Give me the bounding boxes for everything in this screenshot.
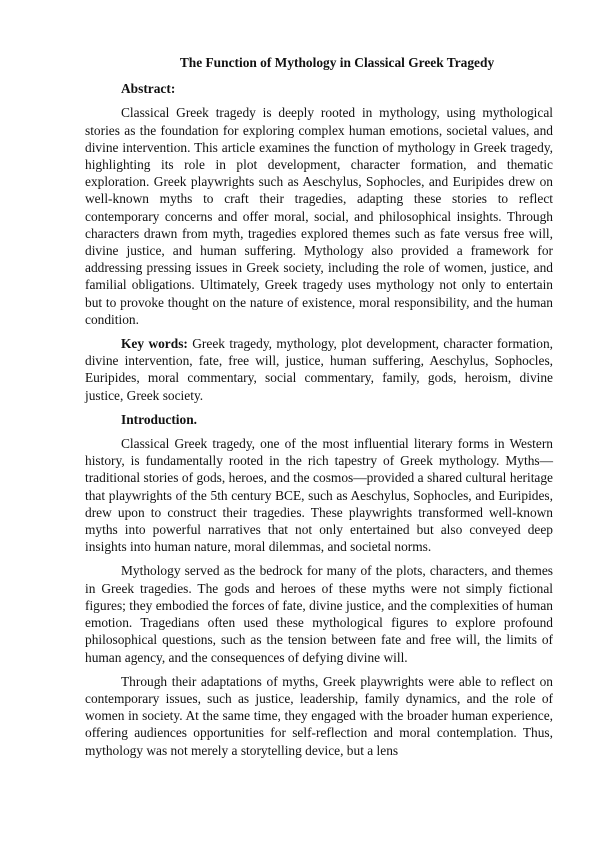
intro-paragraph-2: Mythology served as the bedrock for many of the plots, characters, and themes in Greek tragedies. The gods and heroes of these myths were not simply fictional figures; they embodied the forces of fate, divine justice, and the complexities of human emotion. Tragedians often used these mythological figures to explore profound philosophical questions, such as the tension between fate and free will, the limits of human agency, and the consequences of defying divine will. — [85, 563, 553, 665]
abstract-paragraph: Classical Greek tragedy is deeply rooted in mythology, using mythological stories as the foundation for exploring complex human emotions, societal values, and divine intervention. This article examines the function of mythology in Greek tragedy, highlighting its role in plot development, character formation, and thematic exploration. Greek playwrights such as Aeschylus, Sophocles, and Euripides drew on well-known myths to craft their tragedies, adapting these stories to reflect contemporary concerns and offer moral, social, and philosophical insights. Through characters drawn from myth, tragedies explored themes such as fate versus free will, divine justice, and human suffering. Mythology also provided a framework for addressing pressing issues in Greek society, including the role of women, justice, and familial obligations. Ultimately, Greek tragedy uses mythology not only to entertain but to provoke thought on the nature of existence, moral responsibility, and the human condition. — [85, 105, 553, 327]
keywords-label: Key words: — [121, 336, 188, 352]
intro-paragraph-1: Classical Greek tragedy, one of the most influential literary forms in Western history, is fundamentally rooted in the rich tapestry of Greek mythology. Myths—traditional stories of gods, heroes, and the cosmos—provided a shared cultural heritage that playwrights of the 5th century BCE, such as Aeschylus, Sophocles, and Euripides, drew upon to construct their tragedies. These playwrights transformed well-known myths into powerful narratives that not only entertained but also conveyed deep insights into human nature, moral dilemmas, and societal norms. — [85, 436, 553, 555]
introduction-heading: Introduction. — [121, 411, 198, 427]
document-title: The Function of Mythology in Classical Greek Tragedy — [179, 55, 495, 70]
abstract-heading: Abstract: — [121, 81, 176, 97]
keywords-list: Greek tragedy, mythology, plot development, character formation, divine intervention, fate, free will, justice, human suffering, Aeschylus, Sophocles, Euripides, moral commentary, social commentary, family, gods, heroism, divine justice, Greek society. — [85, 336, 553, 403]
keywords-paragraph — [85, 335, 553, 404]
intro-paragraph-3: Through their adaptations of myths, Greek playwrights were able to reflect on contemporary issues, such as justice, leadership, family dynamics, and the role of women in society. At the same time, they engaged with the broader human experience, offering audiences opportunities for self-reflection and moral contemplation. Thus, mythology was not merely a storytelling device, but a lens — [85, 673, 553, 758]
document-page — [85, 54, 553, 766]
